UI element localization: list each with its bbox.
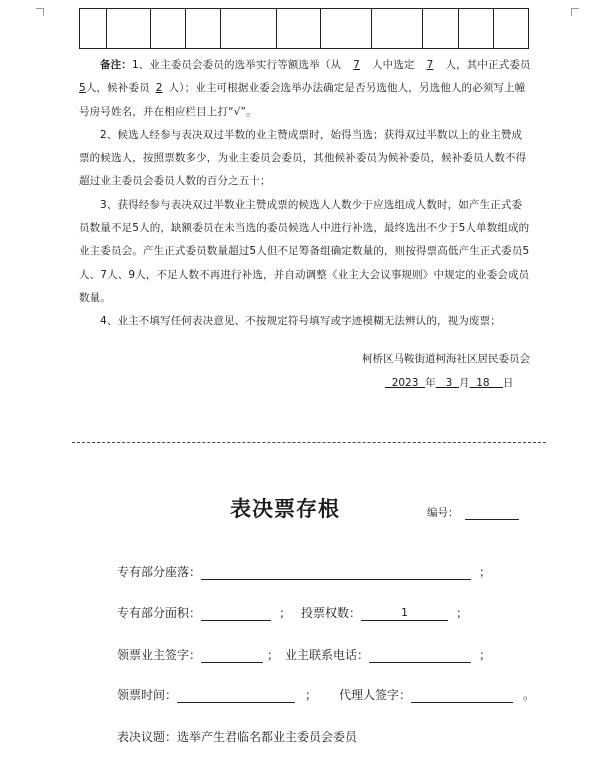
votes-field[interactable]: 1 — [361, 607, 448, 621]
collection-time-field[interactable] — [177, 689, 295, 703]
location-field[interactable] — [201, 566, 471, 580]
area-votes-row: 专有部分面积： ； 投票权数： 1 ； — [117, 606, 469, 620]
owner-phone-field[interactable] — [369, 649, 471, 663]
note-4: 4、业主不填写任何表决意见、不按规定符号填写或字迹模糊无法辨认的，视为废票； — [100, 315, 501, 328]
note-1: 备注：1、业主委员会委员的选举实行等额选举（从 7 人中选定 7 人，其中正式委员5人，候补委员 2 人）；业主可根据业委会选举办法确定是否另选他人，另选他人的必须写上幢号房号姓名，并在相应栏目上打“√”。 — [79, 59, 531, 118]
note-2: 2、候选人经参与表决双过半数的业主赞成票时，始得当选；获得双过半数以上的业主赞成票的候选人，按照票数多少，为业主委员会委员，其他候补委员为候补委员，候补委员人数不得超过业主委员会委员人数的百分之五十； — [79, 128, 527, 188]
owner-signature-field[interactable] — [201, 649, 263, 663]
notes-label: 备注： — [100, 59, 132, 71]
location-row: 专有部分座落： ； — [117, 565, 492, 579]
page-corner-mark-left — [36, 8, 44, 16]
stub-title: 表决票存根 — [230, 496, 340, 521]
ballot-table-fragment — [79, 8, 529, 49]
issue-date: 2023 年 3 月 18 日 — [391, 377, 514, 389]
stub-number: 编号： — [427, 505, 519, 520]
signature-phone-row: 领票业主签字： ； 业主联系电话： ； — [117, 648, 492, 662]
page-corner-mark-right — [571, 8, 579, 16]
notes-section — [79, 54, 531, 334]
issue-row: 表决议题：选举产生君临名都业主委员会委员 — [117, 730, 358, 744]
agent-signature-field[interactable] — [411, 689, 513, 703]
cut-line-divider — [72, 442, 546, 443]
time-agent-row: 领票时间： ； 代理人签字： 。 — [117, 688, 536, 702]
issue-value: 选举产生君临名都业主委员会委员 — [177, 730, 358, 744]
area-field[interactable] — [201, 607, 271, 621]
table-row — [80, 9, 529, 49]
note-3: 3、获得经参与表决双过半数业主赞成票的候选人人数少于应选组成人数时，如产生正式委员数量不足5人的，缺额委员在未当选的委员候选人中进行补选，最终选出不少于5人单数组成的业主委员会。产生正式委员数量超过5人但不足筹备组确定数量的，则按得票高低产生正式委员5人、7人、9人，不足人数不再进行补选，并自动调整《业主大会议事规则》中规定的业委会成员数量。 — [79, 198, 530, 304]
stub-number-field[interactable] — [465, 511, 519, 520]
issuer-name: 柯桥区马鞍街道柯海社区居民委员会 — [362, 353, 530, 365]
